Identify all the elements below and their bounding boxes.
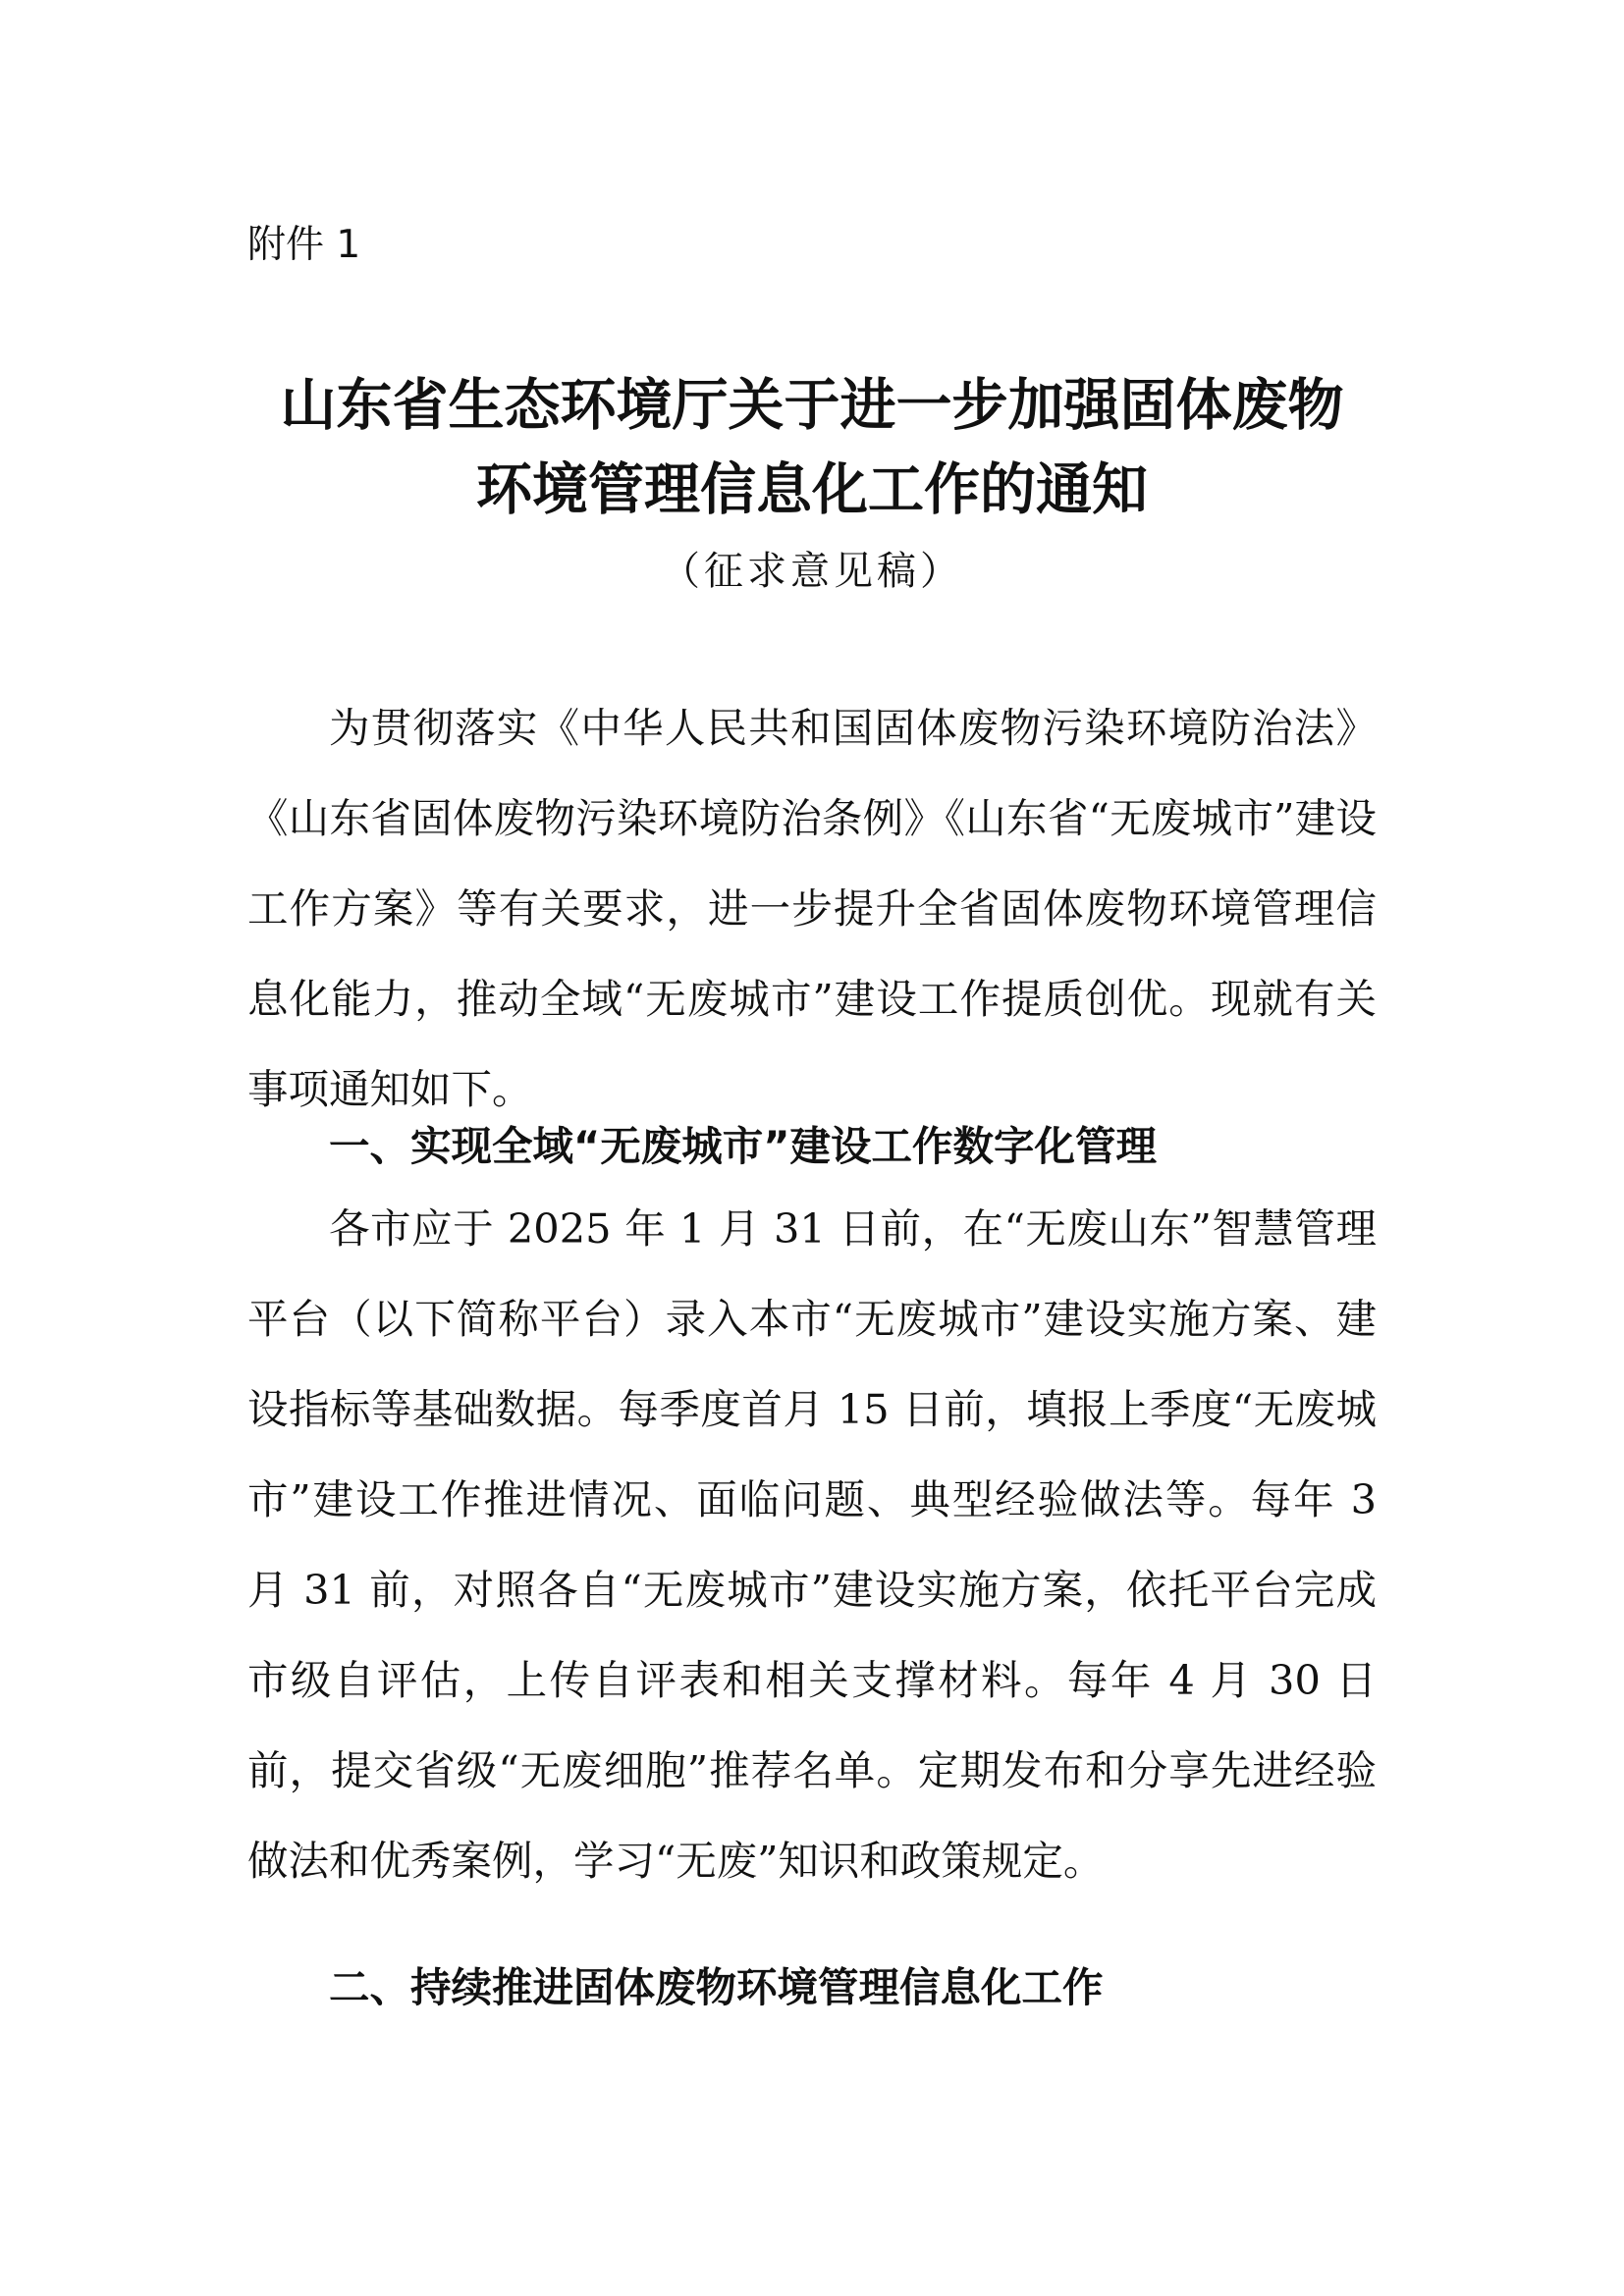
- draft-subtitle: （征求意见稿）: [661, 549, 963, 594]
- section-1-paragraph: 各市应于 2025 年 1 月 31 日前，在“无废山东”智慧管理平台（以下简称平台）录入本市“无废城市”建设实施方案、建设指标等基础数据。每季度首月 15 日前，填报上季度“无废城市”建设工作推进情况、面临问题、典型经验做法等。每年 3 月 31 前，对照各自“无废城市”建设实施方案，依托平台完成市级自评估，上传自评表和相关支撑材料。每年 4 月 30 日前，提交省级“无废细胞”推荐名单。定期发布和分享先进经验做法和优秀案例，学习“无废”知识和政策规定。: [247, 1204, 1377, 1885]
- document-title-line-2: 环境管理信息化工作的通知: [476, 457, 1148, 522]
- section-2-heading: 二、持续推进固体废物环境管理信息化工作: [329, 1963, 1104, 2011]
- section-1-heading: 一、实现全域“无废城市”建设工作数字化管理: [329, 1122, 1158, 1170]
- attachment-label: 附件 1: [247, 223, 361, 267]
- document-title-line-1: 山东省生态环境厅关于进一步加强固体废物: [280, 373, 1344, 438]
- intro-paragraph: 为贯彻落实《中华人民共和国固体废物污染环境防治法》《山东省固体废物污染环境防治条例》《山东省“无废城市”建设工作方案》等有关要求，进一步提升全省固体废物环境管理信息化能力，推动全域“无废城市”建设工作提质创优。现就有关事项通知如下。: [247, 704, 1377, 1113]
